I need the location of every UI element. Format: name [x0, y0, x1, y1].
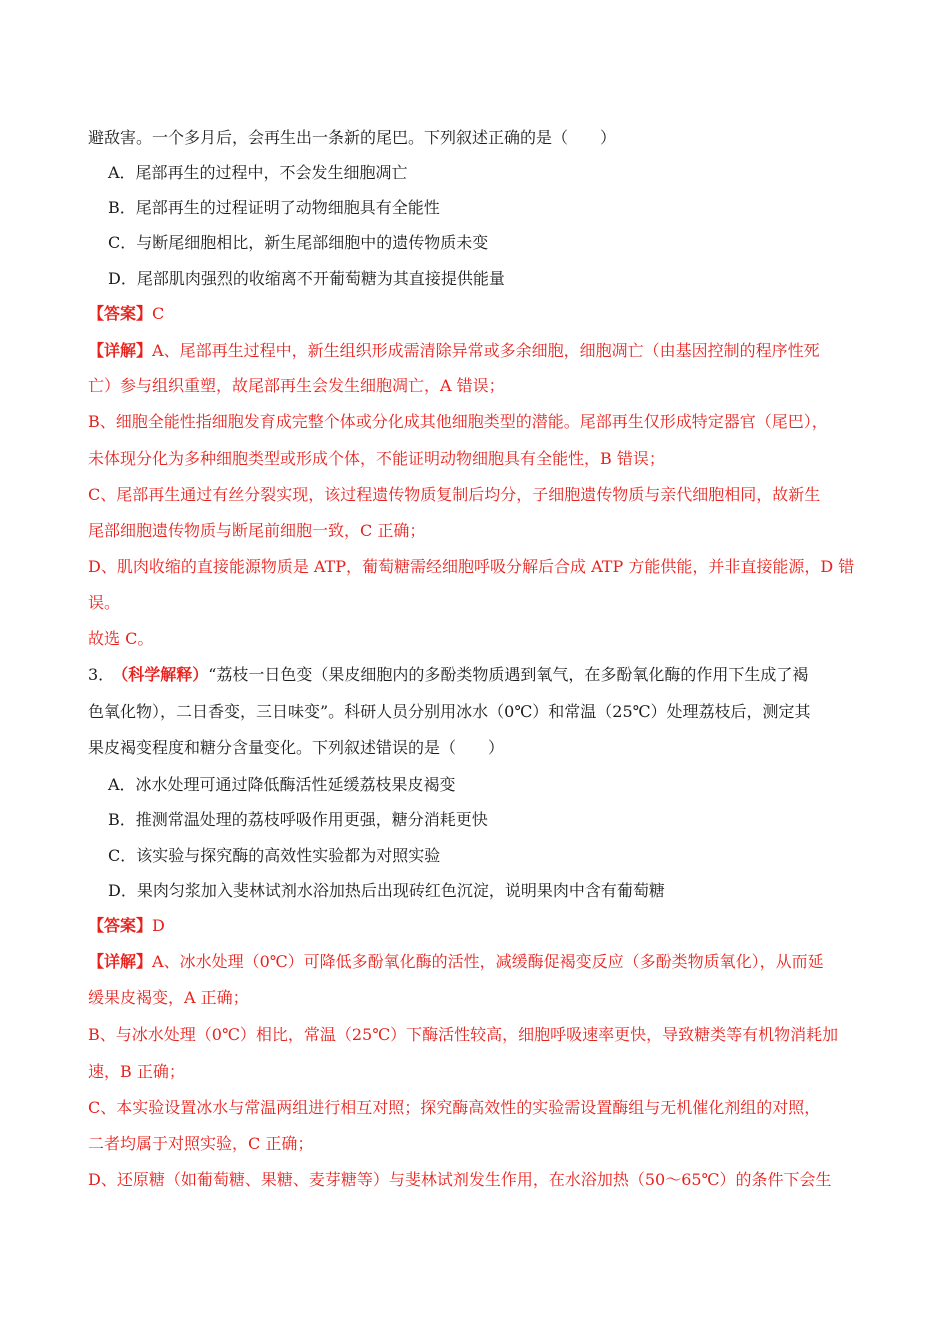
q2-detail-text: A、尾部再生过程中，新生组织形成需清除异常或多余细胞，细胞凋亡（由基因控制的程序性死 [152, 341, 820, 360]
q2-detail-line-2: 亡）参与组织重塑，故尾部再生会发生细胞凋亡，A 错误； [88, 376, 505, 395]
q3-option-b: B．推测常温处理的荔枝呼吸作用更强，糖分消耗更快 [108, 810, 488, 829]
q3-detail-line-4: 速，B 正确； [88, 1062, 185, 1081]
q2-detail-line-3: B、细胞全能性指细胞发育成完整个体或分化成其他细胞类型的潜能。尾部再生仅形成特定器官（尾巴）， [88, 412, 828, 431]
q2-option-d: D．尾部肌肉强烈的收缩离不开葡萄糖为其直接提供能量 [108, 269, 505, 288]
q3-stem-line-3: 果皮褐变程度和糖分含量变化。下列叙述错误的是（ ） [88, 738, 505, 757]
q2-answer-value: C [152, 304, 165, 323]
q3-detail-line-7: D、还原糖（如葡萄糖、果糖、麦芽糖等）与斐林试剂发生作用，在水浴加热（50～65℃）的条件下会生 [88, 1170, 832, 1189]
q3-stem-text: “荔枝一日色变（果皮细胞内的多酚类物质遇到氧气，在多酚氧化酶的作用下生成了褐 [208, 665, 809, 684]
q3-number: 3． [88, 665, 115, 684]
q3-detail-tag: 【详解】 [88, 952, 153, 971]
q3-detail-text: A、冰水处理（0℃）可降低多酚氧化酶的活性，减缓酶促褐变反应（多酚类物质氧化），从而延 [152, 952, 824, 971]
q3-detail-line-6: 二者均属于对照实验，C 正确； [88, 1134, 314, 1153]
q2-stem: 避敌害。一个多月后，会再生出一条新的尾巴。下列叙述正确的是（ ） [88, 128, 617, 147]
q3-answer-tag: 【答案】 [88, 916, 153, 935]
q3-detail-line-3: B、与冰水处理（0℃）相比，常温（25℃）下酶活性较高，细胞呼吸速率更快，导致糖类等有机物消耗加 [88, 1025, 839, 1044]
q2-option-c: C．与断尾细胞相比，新生尾部细胞中的遗传物质未变 [108, 233, 489, 252]
q3-option-d: D．果肉匀浆加入斐林试剂水浴加热后出现砖红色沉淀，说明果肉中含有葡萄糖 [108, 881, 665, 900]
q3-option-c: C．该实验与探究酶的高效性实验都为对照实验 [108, 846, 441, 865]
q2-detail-line-5: C、尾部再生通过有丝分裂实现，该过程遗传物质复制后均分，子细胞遗传物质与亲代细胞相同，故新生 [88, 485, 821, 504]
q2-detail-line-4: 未体现分化为多种细胞类型或形成个体，不能证明动物细胞具有全能性，B 错误； [88, 449, 665, 468]
q2-option-b: B．尾部再生的过程证明了动物细胞具有全能性 [108, 198, 440, 217]
q3-detail-line-2: 缓果皮褐变，A 正确； [88, 988, 249, 1007]
q3-stem-line-1 [88, 664, 870, 686]
q3-category: （科学解释） [120, 665, 209, 684]
q3-answer [88, 915, 870, 937]
q2-detail-line-6: 尾部细胞遗传物质与断尾前细胞一致，C 正确； [88, 521, 426, 540]
q2-detail-line-7: D、肌肉收缩的直接能源物质是 ATP，葡萄糖需经细胞呼吸分解后合成 ATP 方能供能，并非直接能源，D 错 [88, 557, 855, 576]
q2-detail-line-1 [88, 340, 870, 362]
q2-answer-tag: 【答案】 [88, 304, 153, 323]
q2-detail-line-8: 误。 [88, 593, 121, 612]
q2-conclusion: 故选 C。 [88, 629, 154, 648]
q2-option-a: A．尾部再生的过程中，不会发生细胞凋亡 [108, 163, 408, 182]
q3-stem-line-2: 色氧化物），二日香变，三日味变”。科研人员分别用冰水（0℃）和常温（25℃）处理荔枝后，测定其 [88, 702, 811, 721]
q3-detail-line-1 [88, 951, 870, 973]
q2-answer [88, 303, 870, 325]
q2-detail-tag: 【详解】 [88, 341, 153, 360]
q3-option-a: A．冰水处理可通过降低酶活性延缓荔枝果皮褐变 [108, 775, 456, 794]
q3-answer-value: D [152, 916, 165, 935]
q3-detail-line-5: C、本实验设置冰水与常温两组进行相互对照；探究酶高效性的实验需设置酶组与无机催化剂组的对照， [88, 1098, 821, 1117]
